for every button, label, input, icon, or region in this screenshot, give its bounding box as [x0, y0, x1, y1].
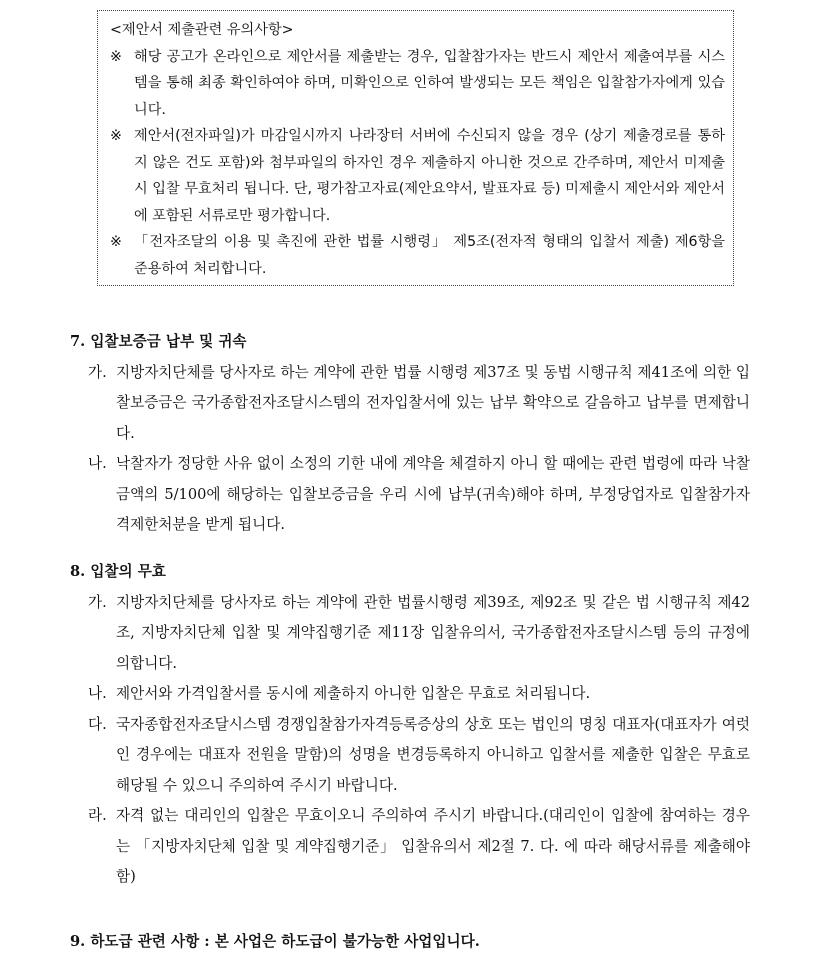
notice-item-text: 해당 공고가 온라인으로 제안서를 제출받는 경우, 입찰참가자는 반드시 제안서 제출여부를 시스템을 통해 최종 확인하여야 하며, 미확인으로 인하여 발생되는 모든 책임은 입찰참가자에게 있습니다.: [134, 48, 725, 118]
notice-item-text: 「전자조달의 이용 및 촉진에 관한 법률 시행령」 제5조(전자적 형태의 입찰서 제출) 제6항을 준용하여 처리합니다.: [134, 234, 725, 277]
list-item-text: 자격 없는 대리인의 입찰은 무효이오니 주의하여 주시기 바랍니다.(대리인이 입찰에 참여하는 경우는 「지방자치단체 입찰 및 계약집행기준」 입찰유의서 제2절 7. 다. 에 따라 해당서류를 제출해야 함): [116, 807, 750, 885]
notice-item-text: 제안서(전자파일)가 마감일시까지 나라장터 서버에 수신되지 않을 경우 (상기 제출경로를 통하지 않은 건도 포함)와 첨부파일의 하자인 경우 제출하지 아니한 것으로 간주하며, 제안서 미제출시 입찰 무효처리 됩니다. 단, 평가참고자료(제안요약서, 발표자료 등) 미제출시 제안서와 제안서에 포함된 서류로만 평가합니다.: [134, 128, 725, 224]
notice-item: [110, 44, 725, 124]
list-item: [88, 358, 750, 450]
section-title: 7. 입찰보증금 납부 및 귀속: [70, 333, 247, 350]
list-item-label: 나.: [88, 685, 107, 702]
list-item-text: 지방자치단체를 당사자로 하는 계약에 관한 법률시행령 제39조, 제92조 및 같은 법 시행규칙 제42조, 지방자치단체 입찰 및 계약집행기준 제11장 입찰유의서, 국가종합전자조달시스템 등의 규정에 의합니다.: [116, 593, 750, 672]
list-item: [88, 588, 750, 680]
list-item-text: 국자종합전자조달시스템 경쟁입찰참가자격등록증상의 상호 또는 법인의 명칭 대표자(대표자가 여럿인 경우에는 대표자 전원을 말함)의 성명을 변경등록하지 아니하고 입찰서를 제출한 입찰은 무효로 해당될 수 있으니 주의하여 주시기 바랍니다.: [116, 715, 750, 794]
reference-mark-icon: ※: [110, 128, 122, 144]
notice-box: [97, 10, 734, 286]
list-item-text: 지방자치단체를 당사자로 하는 계약에 관한 법률 시행령 제37조 및 동법 시행규칙 제41조에 의한 입찰보증금은 국가종합전자조달시스템의 전자입찰서에 있는 납부 확약으로 갈음하고 납부를 면제합니다.: [116, 363, 750, 442]
list-item-label: 가.: [88, 363, 107, 381]
section-subcontract: [70, 927, 750, 958]
notice-item: [110, 123, 725, 229]
section-title: 8. 입찰의 무효: [70, 563, 166, 580]
notice-title: <제안서 제출관련 유의사항>: [110, 22, 294, 38]
section-bid-invalidity: [70, 557, 750, 893]
list-item-label: 다.: [88, 715, 107, 733]
section-bid-bond: [70, 327, 750, 541]
list-item: [88, 679, 750, 710]
list-item-text: 제안서와 가격입찰서를 동시에 제출하지 아니한 입찰은 무효로 처리됩니다.: [116, 685, 591, 702]
list-item-label: 라.: [88, 807, 107, 824]
notice-item: [110, 229, 725, 282]
list-item: [88, 801, 750, 893]
section-title: 9. 하도급 관련 사항 : 본 사업은 하도급이 불가능한 사업입니다.: [70, 933, 480, 950]
reference-mark-icon: ※: [110, 48, 122, 65]
list-item-text: 낙찰자가 정당한 사유 없이 소정의 기한 내에 계약을 체결하지 아니 할 때에는 관련 법령에 따라 낙찰금액의 5/100에 해당하는 입찰보증금을 우리 시에 납부(귀속)해야 하며, 부정당업자로 입찰참가자격제한처분을 받게 됩니다.: [116, 455, 750, 533]
list-item: [88, 449, 750, 541]
reference-mark-icon: ※: [110, 234, 122, 250]
list-item: [88, 710, 750, 802]
list-item-label: 가.: [88, 593, 107, 611]
list-item-label: 나.: [88, 455, 107, 472]
